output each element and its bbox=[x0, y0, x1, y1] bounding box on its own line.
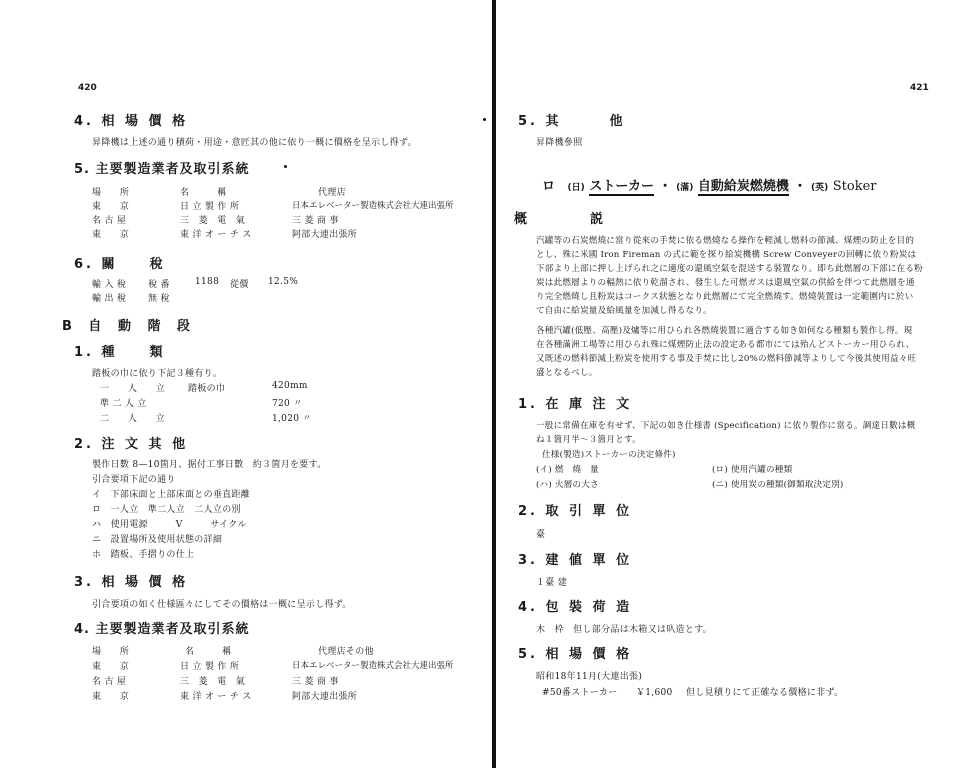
table-cell: 日 立 製 作 所 bbox=[180, 202, 240, 212]
table-cell: 東 京 bbox=[92, 230, 130, 240]
tag-japanese: (日) bbox=[567, 183, 585, 193]
type-cell: 踏板の巾 bbox=[188, 384, 226, 394]
part-b-heading: B 自 動 階 段 bbox=[62, 319, 197, 334]
heading-5-other: 5. 其 他 bbox=[518, 114, 626, 129]
table-cell: 東 京 bbox=[92, 662, 130, 672]
packing-text: 木 枠 但し部分品は木箱又は叺造とす。 bbox=[536, 625, 712, 635]
cond-cell: (ニ) 使用炭の種類(御類取決定別) bbox=[712, 480, 844, 490]
market-price-text: 昇降機は上述の通り積荷・用途・意匠其の他に依り一概に價格を呈示し得ず。 bbox=[92, 138, 417, 148]
type-cell: 二 人 立 bbox=[100, 414, 166, 424]
stoker-title bbox=[542, 175, 877, 194]
market-price-value: ￥1,600 bbox=[636, 688, 673, 698]
type-cell: 420mm bbox=[272, 381, 308, 391]
table-cell: 日本エレベーター製造株式会社大連出張所 bbox=[292, 661, 454, 671]
tag-manchu: (滿) bbox=[676, 183, 694, 193]
order-line: ニ 設置場所及使用状態の詳細 bbox=[92, 535, 223, 545]
heading-6-tariff: 6. 關 稅 bbox=[74, 257, 166, 272]
right-page bbox=[496, 0, 961, 768]
heading-r3-price-unit: 3. 建 値 單 位 bbox=[518, 553, 633, 568]
tariff-cell: 無 稅 bbox=[148, 294, 170, 304]
b3-price-text: 引合要項の如く仕様區々にしてその價格は一概に呈示し得ず。 bbox=[92, 600, 352, 610]
title-separator: ・ bbox=[658, 179, 672, 194]
table-cell: 三 菱 電 氣 bbox=[180, 677, 246, 687]
overview-line: 盛となるべし。 bbox=[536, 368, 598, 378]
page-number-right: 421 bbox=[910, 83, 929, 93]
overview-line: とし、殊に米國 Iron Fireman の式に範を探り給炭機構 Screw Conveyerの回轉に依り粉炭は bbox=[536, 250, 917, 260]
order-line: ホ 踏板、手摺りの仕上 bbox=[92, 550, 195, 560]
table-cell: 阿部大連出張所 bbox=[292, 692, 358, 702]
market-price-note: 但し見積りにて正確なる價格に非ず。 bbox=[686, 688, 844, 698]
types-intro: 踏板の巾に依り下記３種有り。 bbox=[92, 369, 223, 379]
overview-line: 又既述の燃料節減上粉炭を使用する事及手焚に比し20%の燃料節減等よりして今後其使用益々旺 bbox=[536, 354, 917, 364]
title-japanese: ストーカー bbox=[589, 179, 655, 194]
heading-b1-types: 1. 種 類 bbox=[74, 345, 166, 360]
heading-b3-price: 3. 相 場 價 格 bbox=[74, 575, 189, 590]
heading-4-market-price: 4. 相 場 價 格 bbox=[74, 114, 189, 129]
col-agent: 代理店 bbox=[318, 188, 346, 198]
title-english: Stoker bbox=[832, 179, 877, 194]
tariff-cell: 12.5% bbox=[268, 277, 299, 287]
overview-heading-a: 概 bbox=[514, 212, 531, 227]
tariff-cell: 1188 bbox=[195, 277, 220, 287]
type-cell: 1,020 〃 bbox=[272, 414, 312, 424]
tag-english: (英) bbox=[811, 183, 829, 193]
overview-line: り完全燃燒し且粉炭はコークス狀態となり此燃層にて完全燃燒す。燃燒裝置は一定範圍内に於い bbox=[536, 292, 914, 302]
page-number-left: 420 bbox=[78, 83, 97, 93]
col-name: 名 稱 bbox=[185, 647, 232, 657]
table-cell: 東 京 bbox=[92, 202, 130, 212]
cond-cell: (イ) 燃 燒 量 bbox=[536, 465, 599, 475]
table-cell: 名 古 屋 bbox=[92, 216, 127, 226]
other-text: 昇降機參照 bbox=[536, 138, 583, 148]
type-cell: 720 〃 bbox=[272, 399, 303, 409]
overview-line: 下部より上部に押し上げられ之に適度の還風空氣を混送する裝置なり。即ち此燃層の下部に在る粉 bbox=[536, 264, 923, 274]
tariff-cell: 輸 入 稅 bbox=[92, 280, 127, 290]
heading-r2-unit: 2. 取 引 單 位 bbox=[518, 504, 633, 519]
table-cell: 三 菱 商 事 bbox=[292, 216, 339, 226]
heading-5-manufacturers: 5. 主要製造業者及取引系統 bbox=[74, 162, 250, 177]
stock-line: ね１箇月半〜３箇月とす。 bbox=[536, 435, 641, 445]
tariff-cell: 輸 出 稅 bbox=[92, 294, 127, 304]
overview-line: 汽罐等の石炭燃燒に當り從來の手焚に依る燃燒なる操作を輕減し燃料の節減、煤煙の防止を目的 bbox=[536, 236, 915, 246]
overview-line: 各種汽罐(低壓、高壓)及爐等に用ひられ各燃燒裝置に適合する如き如何なる種類も製作し得。現 bbox=[536, 326, 913, 336]
table-cell: 三 菱 電 氣 bbox=[180, 216, 246, 226]
cond-cell: (ハ) 火層の大さ bbox=[536, 480, 599, 490]
col-name: 名 稱 bbox=[180, 188, 227, 198]
heading-b4-manufacturers: 4. 主要製造業者及取引系統 bbox=[74, 622, 250, 637]
heading-b2-order: 2. 注 文 其 他 bbox=[74, 437, 189, 452]
unit-text: 臺 bbox=[536, 530, 546, 540]
col-agent: 代理店その他 bbox=[318, 647, 374, 657]
col-location: 場 所 bbox=[92, 647, 130, 657]
order-line: イ 下部床面と上部床面との垂直距離 bbox=[92, 490, 251, 500]
order-line: ハ 使用電源 V サイクル bbox=[92, 520, 247, 530]
heading-r1-stock: 1. 在 庫 注 文 bbox=[518, 397, 633, 412]
order-line: ロ 一人立 準二人立 二人立の別 bbox=[92, 505, 241, 515]
title-separator: ・ bbox=[793, 179, 807, 194]
stock-line: 一般に常備在庫を有せず、下記の如き仕様書 (Specification) に依り製作に當る。調達日數は概 bbox=[536, 421, 916, 431]
table-cell: 東 京 bbox=[92, 692, 130, 702]
table-cell: 東 洋 オ ー チ ス bbox=[180, 230, 252, 240]
tariff-cell: 從價 bbox=[230, 280, 249, 290]
overview-line: 炭は此燃層よりの輻熱に依り乾溜され、發生した可燃ガスは還風空氣の供給を伴つて此燃層を通 bbox=[536, 278, 915, 288]
price-unit-text: １臺 建 bbox=[536, 578, 568, 588]
title-bullet: ロ bbox=[542, 179, 556, 194]
table-cell: 名 古 屋 bbox=[92, 677, 127, 687]
col-location: 場 所 bbox=[92, 188, 130, 198]
table-cell: 東 洋 オ ー チ ス bbox=[180, 692, 252, 702]
table-cell: 日 立 製 作 所 bbox=[180, 662, 240, 672]
heading-r5-market-price: 5. 相 場 價 格 bbox=[518, 647, 633, 662]
table-cell: 日本エレベーター製造株式会社大連出張所 bbox=[292, 201, 454, 211]
table-cell: 阿部大連出張所 bbox=[292, 230, 358, 240]
tariff-cell: 稅 番 bbox=[148, 280, 170, 290]
order-line: 製作日數 8—10箇月、据付工事日數 約３箇月を要す。 bbox=[92, 460, 327, 470]
heading-r4-packing: 4. 包 裝 荷 造 bbox=[518, 600, 633, 615]
overview-line: て自由に給炭量及給風量を加減し得るなり。 bbox=[536, 306, 712, 316]
overview-heading-b: 説 bbox=[590, 212, 607, 227]
type-cell: 準 二 人 立 bbox=[100, 399, 147, 409]
type-cell: 一 人 立 bbox=[100, 384, 166, 394]
title-chinese: 自動給炭燃燒機 bbox=[697, 179, 789, 194]
market-price-item: #50番ストーカー bbox=[542, 688, 618, 698]
order-line: 引合要項下記の通り bbox=[92, 475, 176, 485]
table-cell: 三 菱 商 事 bbox=[292, 677, 339, 687]
market-price-line1: 昭和18年11月(大連出張) bbox=[536, 672, 643, 682]
cond-cell: (ロ) 使用汽罐の種類 bbox=[712, 465, 793, 475]
stock-sub: 仕様(製造)ストーカーの決定條件) bbox=[542, 450, 676, 460]
overview-line: 在各種滿洲工場等に用ひられ殊に煤煙防止法の設定ある都市にては殆んどストーカー用ひられ、 bbox=[536, 340, 915, 350]
